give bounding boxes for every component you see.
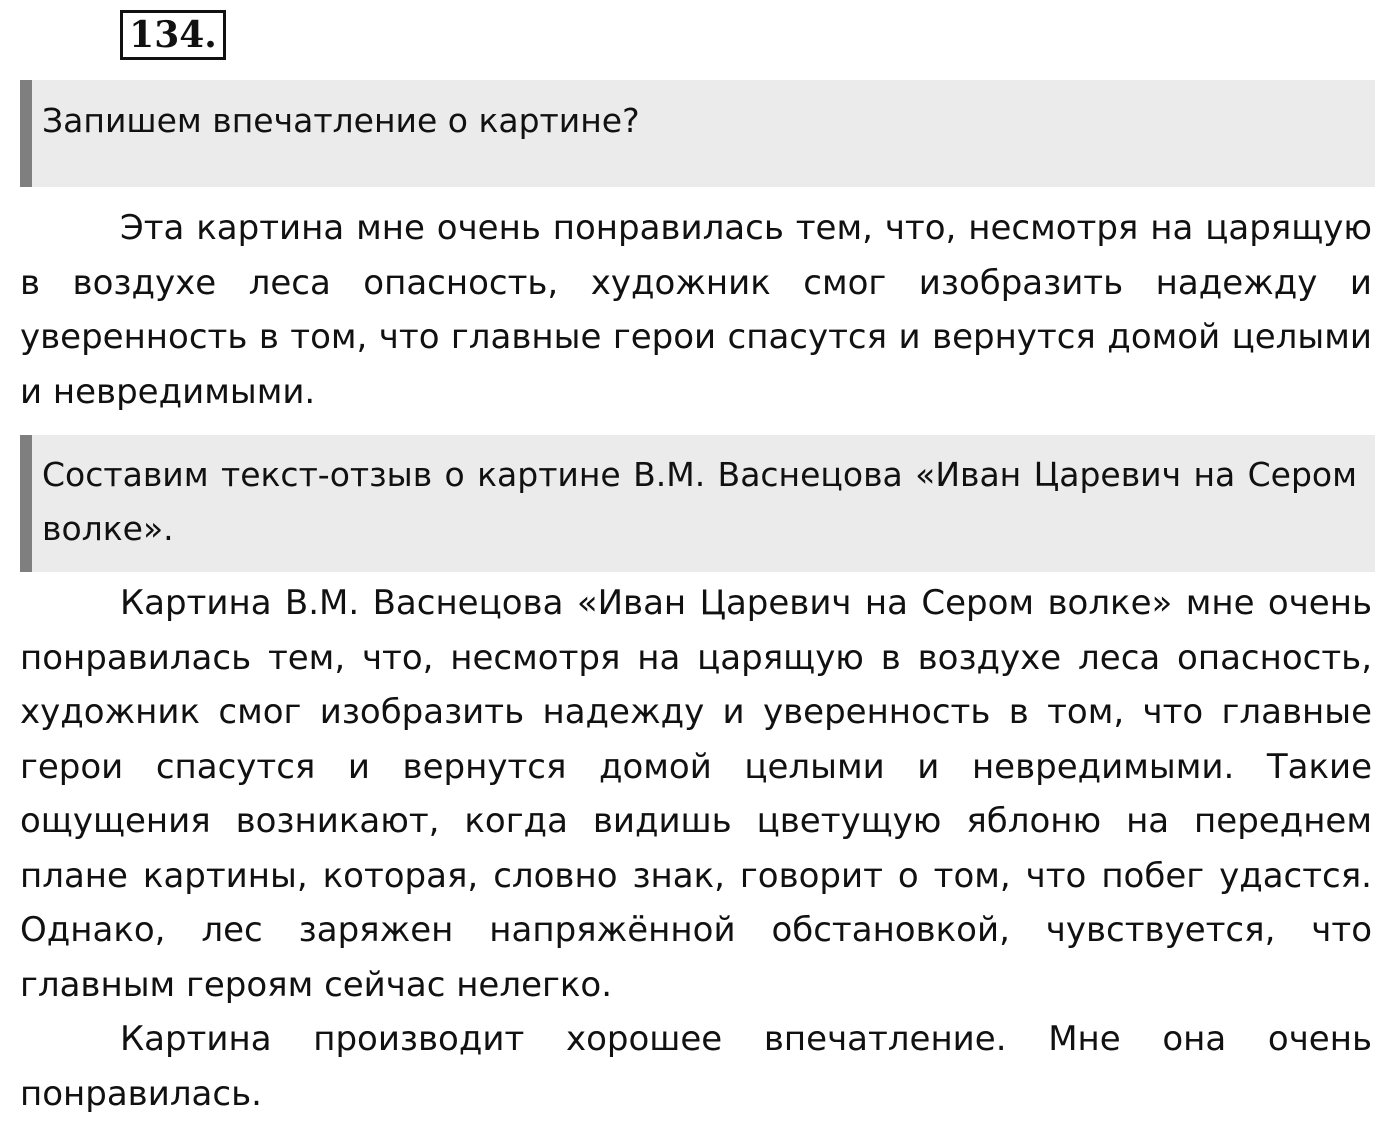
exercise-number: 134. [120,10,226,60]
answer-paragraph: Эта картина мне очень понравилась тем, что, несмотря на царящую в воздухе леса опасность, художник смог изобразить надежду и уверенность в том, что главные герои спасутся и вернутся домой целыми и невредимыми. [20,208,1372,412]
task-prompt-review [20,435,1375,572]
answer-impression [20,201,1372,419]
answer-paragraph: Картина В.М. Васнецова «Иван Царевич на Сером волке» мне очень понравилась тем, что, несмотря на царящую в воздухе леса опасность, художник смог изобразить надежду и уверенность в том, что главные герои спасутся и вернутся домой целыми и невредимыми. Такие ощущения возникают, когда видишь цветущую яблоню на переднем плане картины, которая, словно знак, говорит о том, что побег удастся. Однако, лес заряжен напряжённой обстановкой, чувствуется, что главным героям сейчас нелегко. [20,583,1372,1005]
task-prompt-impression [20,80,1375,187]
answer-paragraph: Картина производит хорошее впечатление. Мне она очень понравилась. [20,1019,1372,1114]
answer-review [20,576,1372,1121]
task-prompt-text: Составим текст-отзыв о картине В.М. Васнецова «Иван Царевич на Сером волке». [42,455,1357,548]
task-prompt-text: Запишем впечатление о картине? [42,101,640,140]
